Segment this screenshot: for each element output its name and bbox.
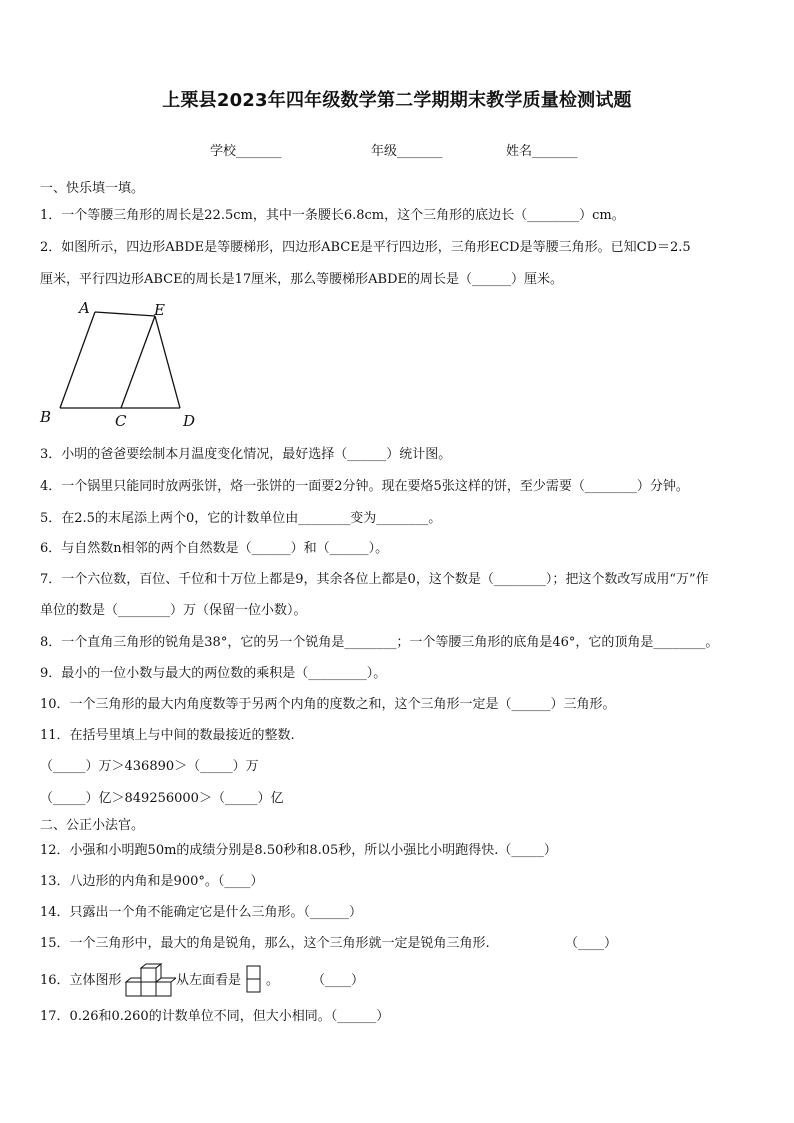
question-3: 3．小明的爸爸要绘制本月温度变化情况，最好选择（______）统计图。 xyxy=(40,447,452,462)
name-field-label: 姓名_______ xyxy=(506,144,578,159)
question-16-middle: 从左面看是 xyxy=(176,973,242,988)
left-view-figure xyxy=(246,965,262,995)
question-2-line-1: 2．如图所示，四边形ABDE是等腰梯形，四边形ABCE是平行四边形，三角形ECD是等腰三角形。已知CD＝2.5 xyxy=(40,240,691,255)
question-13: 13．八边形的内角和是900°。（____） xyxy=(40,874,264,889)
question-9: 9．最小的一位小数与最大的两位数的乘积是（_________）。 xyxy=(40,666,387,681)
question-16-blank: （____） xyxy=(312,973,365,988)
school-field-label: 学校_______ xyxy=(210,144,282,159)
label-c: C xyxy=(115,412,127,430)
section-2-heading: 二、公正小法官。 xyxy=(40,818,145,833)
edge-ae xyxy=(95,312,155,316)
edge-ed xyxy=(155,316,180,408)
section-1-heading: 一、快乐填一填。 xyxy=(40,181,145,196)
edge-ec xyxy=(121,316,155,408)
trapezoid-figure xyxy=(35,298,205,432)
question-15-blank: （____） xyxy=(565,936,618,951)
label-e: E xyxy=(154,301,165,319)
question-14: 14．只露出一个角不能确定它是什么三角形。（______） xyxy=(40,905,363,920)
question-5: 5．在2.5的末尾添上两个0，它的计数单位由________变为________。 xyxy=(40,511,442,526)
question-11-part-b: （_____）亿＞849256000＞（_____）亿 xyxy=(40,791,284,806)
question-10: 10．一个三角形的最大内角度数等于另两个内角的度数之和，这个三角形一定是（______）三角形。 xyxy=(40,697,616,712)
question-12: 12．小强和小明跑50m的成绩分别是8.50秒和8.05秒，所以小强比小明跑得快.（_____） xyxy=(40,843,557,858)
question-17: 17．0.26和0.260的计数单位不同，但大小相同。（______） xyxy=(40,1009,390,1024)
question-6: 6．与自然数n相邻的两个自然数是（______）和（______）。 xyxy=(40,541,389,556)
grade-field-label: 年级_______ xyxy=(371,144,443,159)
question-7-line-1: 7．一个六位数，百位、千位和十万位上都是9，其余各位上都是0，这个数是（________）；把这个数改写成用“万”作 xyxy=(40,572,709,587)
label-b: B xyxy=(40,408,52,426)
question-2-line-2: 厘米，平行四边形ABCE的周长是17厘米，那么等腰梯形ABDE的周长是（______）厘米。 xyxy=(40,272,564,287)
question-11: 11．在括号里填上与中间的数最接近的整数. xyxy=(40,728,295,743)
exam-title: 上栗县2023年四年级数学第二学期期末教学质量检测试题 xyxy=(162,90,632,111)
question-16-suffix: 。 xyxy=(266,973,280,988)
question-7-line-2: 单位的数是（________）万（保留一位小数）。 xyxy=(40,603,307,618)
label-d: D xyxy=(183,412,196,430)
question-8: 8．一个直角三角形的锐角是38°，它的另一个锐角是________；一个等腰三角形的底角是46°，它的顶角是________。 xyxy=(40,635,719,650)
question-4: 4．一个锅里只能同时放两张饼，烙一张饼的一面要2分钟。现在要烙5张这样的饼，至少需要（________）分钟。 xyxy=(40,479,689,494)
cube-stack-figure xyxy=(122,962,176,998)
question-11-part-a: （_____）万＞436890＞（_____）万 xyxy=(40,759,259,774)
label-a: A xyxy=(79,299,90,317)
edge-ab xyxy=(60,312,95,408)
question-16-prefix: 16．立体图形 xyxy=(40,973,122,988)
question-1: 1．一个等腰三角形的周长是22.5cm，其中一条腰长6.8cm，这个三角形的底边长（________）cm。 xyxy=(40,208,625,223)
question-15: 15．一个三角形中，最大的角是锐角，那么，这个三角形就一定是锐角三角形. xyxy=(40,936,490,951)
